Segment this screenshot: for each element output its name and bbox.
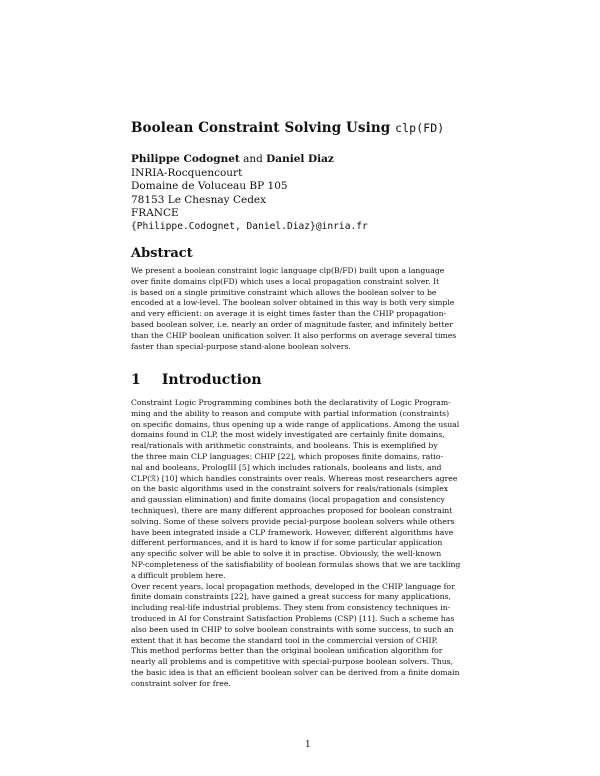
intro-line: on the basic algorithms used in the constraint solvers for reals/rationals (simplex	[131, 484, 449, 494]
intro-line: any specific solver will be able to solve it in practise. Obviously, the well-known	[131, 549, 442, 559]
intro-line: nearly all problems and is competitive with special-purpose boolean solvers. Thus,	[131, 657, 454, 667]
abstract-line: encoded at a low-level. The boolean solver obtained in this way is both very simple	[131, 298, 455, 308]
intro-line: CLP(ℛ) [10] which handles constraints over reals. Whereas most researchers agree	[131, 473, 458, 483]
intro-line: a difficult problem here.	[131, 570, 226, 580]
affiliation-block	[131, 167, 368, 233]
intro-line: solving. Some of these solvers provide pecial-purpose boolean solvers while others	[131, 516, 455, 526]
abstract-line: than the CHIP boolean unification solver. It also performs on average several times	[131, 330, 457, 340]
intro-line: This method performs better than the original boolean unification algorithm for	[131, 646, 443, 656]
affiliation-line: Domaine de Voluceau BP 105	[131, 180, 288, 193]
intro-line: domains found in CLP, the most widely investigated are certainly finite domains,	[131, 430, 445, 440]
abstract-line: is based on a single primitive constraint which allows the boolean solver to be	[131, 287, 437, 297]
page-number: 1	[305, 740, 311, 750]
affiliation-line: 78153 Le Chesnay Cedex	[131, 193, 267, 206]
intro-line: troduced in AI for Constraint Satisfaction Problems (CSP) [11]. Such a scheme has	[131, 613, 455, 623]
intro-line: different performances, and it is hard to know if for some particular application	[131, 538, 443, 548]
intro-line: the basic idea is that an efficient boolean solver can be derived from a finite domain	[131, 667, 460, 677]
email-address: {Philippe.Codognet, Daniel.Diaz}@inria.fr	[131, 221, 368, 233]
abstract-heading: Abstract	[131, 246, 193, 261]
intro-line: including real-life industrial problems. They stem from consistency techniques in-	[131, 603, 451, 613]
section-number: 1	[131, 372, 141, 388]
paper-title-text: Boolean Constraint Solving Using	[131, 120, 391, 136]
abstract-line: and very efficient: on average it is eight times faster than the CHIP propagation-	[131, 309, 447, 319]
intro-line: have been integrated inside a CLP framework. However, different algorithms have	[131, 527, 454, 537]
abstract-line: We present a boolean constraint logic language clp(B/FD) built upon a language	[131, 266, 445, 275]
intro-line: Over recent years, local propagation methods, developed in the CHIP language for	[131, 581, 455, 591]
intro-line: the three main CLP languages: CHIP [22], which proposes finite domains, ratio-	[131, 451, 444, 461]
abstract-body	[131, 266, 471, 352]
author-name-1: Philippe Codognet	[131, 153, 240, 165]
intro-line: finite domain constraints [22], have gained a great success for many applications,	[131, 592, 451, 602]
abstract-line: over finite domains clp(FD) which uses a local propagation constraint solver. It	[131, 276, 440, 286]
section-heading-introduction	[131, 372, 262, 388]
intro-line: ming and the ability to reason and compute with partial information (constraints)	[131, 408, 450, 418]
affiliation-line: INRIA-Rocquencourt	[131, 167, 243, 179]
abstract-line: faster than special-purpose stand-alone boolean solvers.	[131, 341, 351, 351]
intro-line: techniques), there are many different approaches proposed for boolean constraint	[131, 505, 453, 515]
section-title: Introduction	[161, 372, 262, 388]
intro-line: nal and booleans, PrologIII [5] which includes rationals, booleans and lists, and	[131, 462, 442, 472]
paper-title-code: clp(FD)	[395, 121, 445, 135]
intro-line: constraint solver for free.	[131, 678, 231, 688]
intro-line: Constraint Logic Programming combines both the declarativity of Logic Program-	[131, 398, 451, 407]
author-line	[131, 153, 334, 165]
intro-line: and gaussian elimination) and finite domains (local propagation and consistency	[131, 495, 445, 505]
intro-line: NP-completeness of the satisfiability of boolean formulas shows that we are tackling	[131, 559, 461, 569]
author-conjunction: and	[243, 153, 263, 165]
author-name-2: Daniel Diaz	[266, 153, 334, 165]
affiliation-line: FRANCE	[131, 206, 179, 219]
intro-line: also been used in CHIP to solve boolean constraints with some success, to such an	[131, 624, 454, 634]
paper-title	[131, 120, 444, 136]
intro-line: on specific domains, thus opening up a wide range of applications. Among the usual	[131, 419, 460, 429]
introduction-body	[131, 398, 471, 690]
intro-line: extent that it has become the standard tool in the commercial version of CHIP.	[131, 635, 438, 645]
intro-line: real/rationals with arithmetic constraints, and booleans. This is exemplified by	[131, 441, 438, 451]
abstract-line: based boolean solver, i.e. nearly an order of magnitude faster, and infinitely better	[131, 319, 453, 329]
